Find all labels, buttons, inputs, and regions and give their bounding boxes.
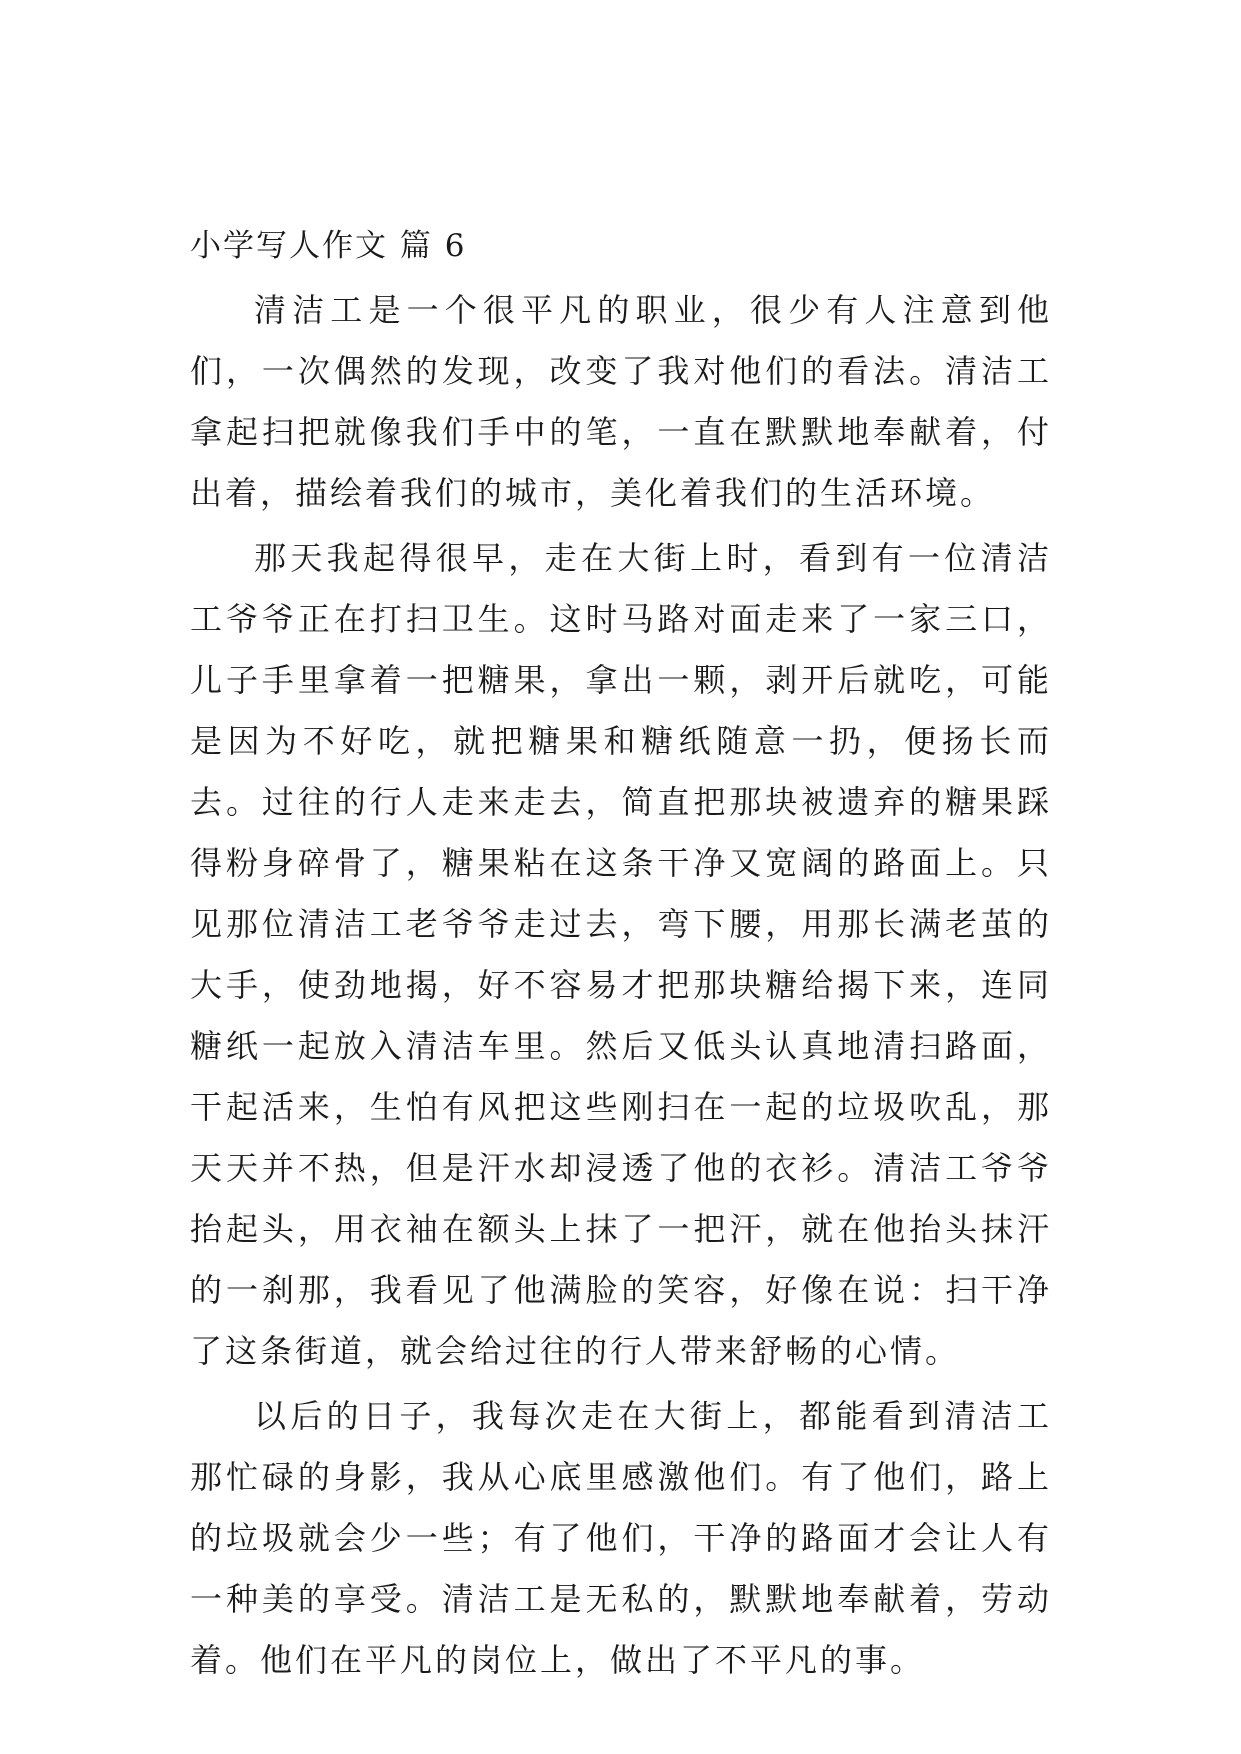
essay-paragraph-3: 以后的日子，我每次走在大街上，都能看到清洁工那忙碌的身影，我从心底里感激他们。有了他们，路上的垃圾就会少一些；有了他们，干净的路面才会让人有一种美的享受。清洁工是无私的，默默地奉献着，劳动着。他们在平凡的岗位上，做出了不平凡的事。 xyxy=(190,1397,1052,1679)
essay-paragraph-2: 那天我起得很早，走在大街上时，看到有一位清洁工爷爷正在打扫卫生。这时马路对面走来了一家三口，儿子手里拿着一把糖果，拿出一颗，剥开后就吃，可能是因为不好吃，就把糖果和糖纸随意一扔，便扬长而去。过往的行人走来走去，简直把那块被遗弃的糖果踩得粉身碎骨了，糖果粘在这条干净又宽阔的路面上。只见那位清洁工老爷爷走过去，弯下腰，用那长满老茧的大手，使劲地揭，好不容易才把那块糖给揭下来，连同糖纸一起放入清洁车里。然后又低头认真地清扫路面，干起活来，生怕有风把这些刚扫在一起的垃圾吹乱，那天天并不热，但是汗水却浸透了他的衣衫。清洁工爷爷抬起头，用衣袖在额头上抹了一把汗，就在他抬头抹汗的一刹那，我看见了他满脸的笑容，好像在说：扫干净了这条街道，就会给过往的行人带来舒畅的心情。 xyxy=(190,539,1052,1370)
essay-content xyxy=(190,220,1052,1695)
essay-title: 小学写人作文 篇 6 xyxy=(190,228,467,264)
essay-paragraph-1: 清洁工是一个很平凡的职业，很少有人注意到他们，一次偶然的发现，改变了我对他们的看法。清洁工拿起扫把就像我们手中的笔，一直在默默地奉献着，付出着，描绘着我们的城市，美化着我们的生活环境。 xyxy=(190,291,1052,512)
